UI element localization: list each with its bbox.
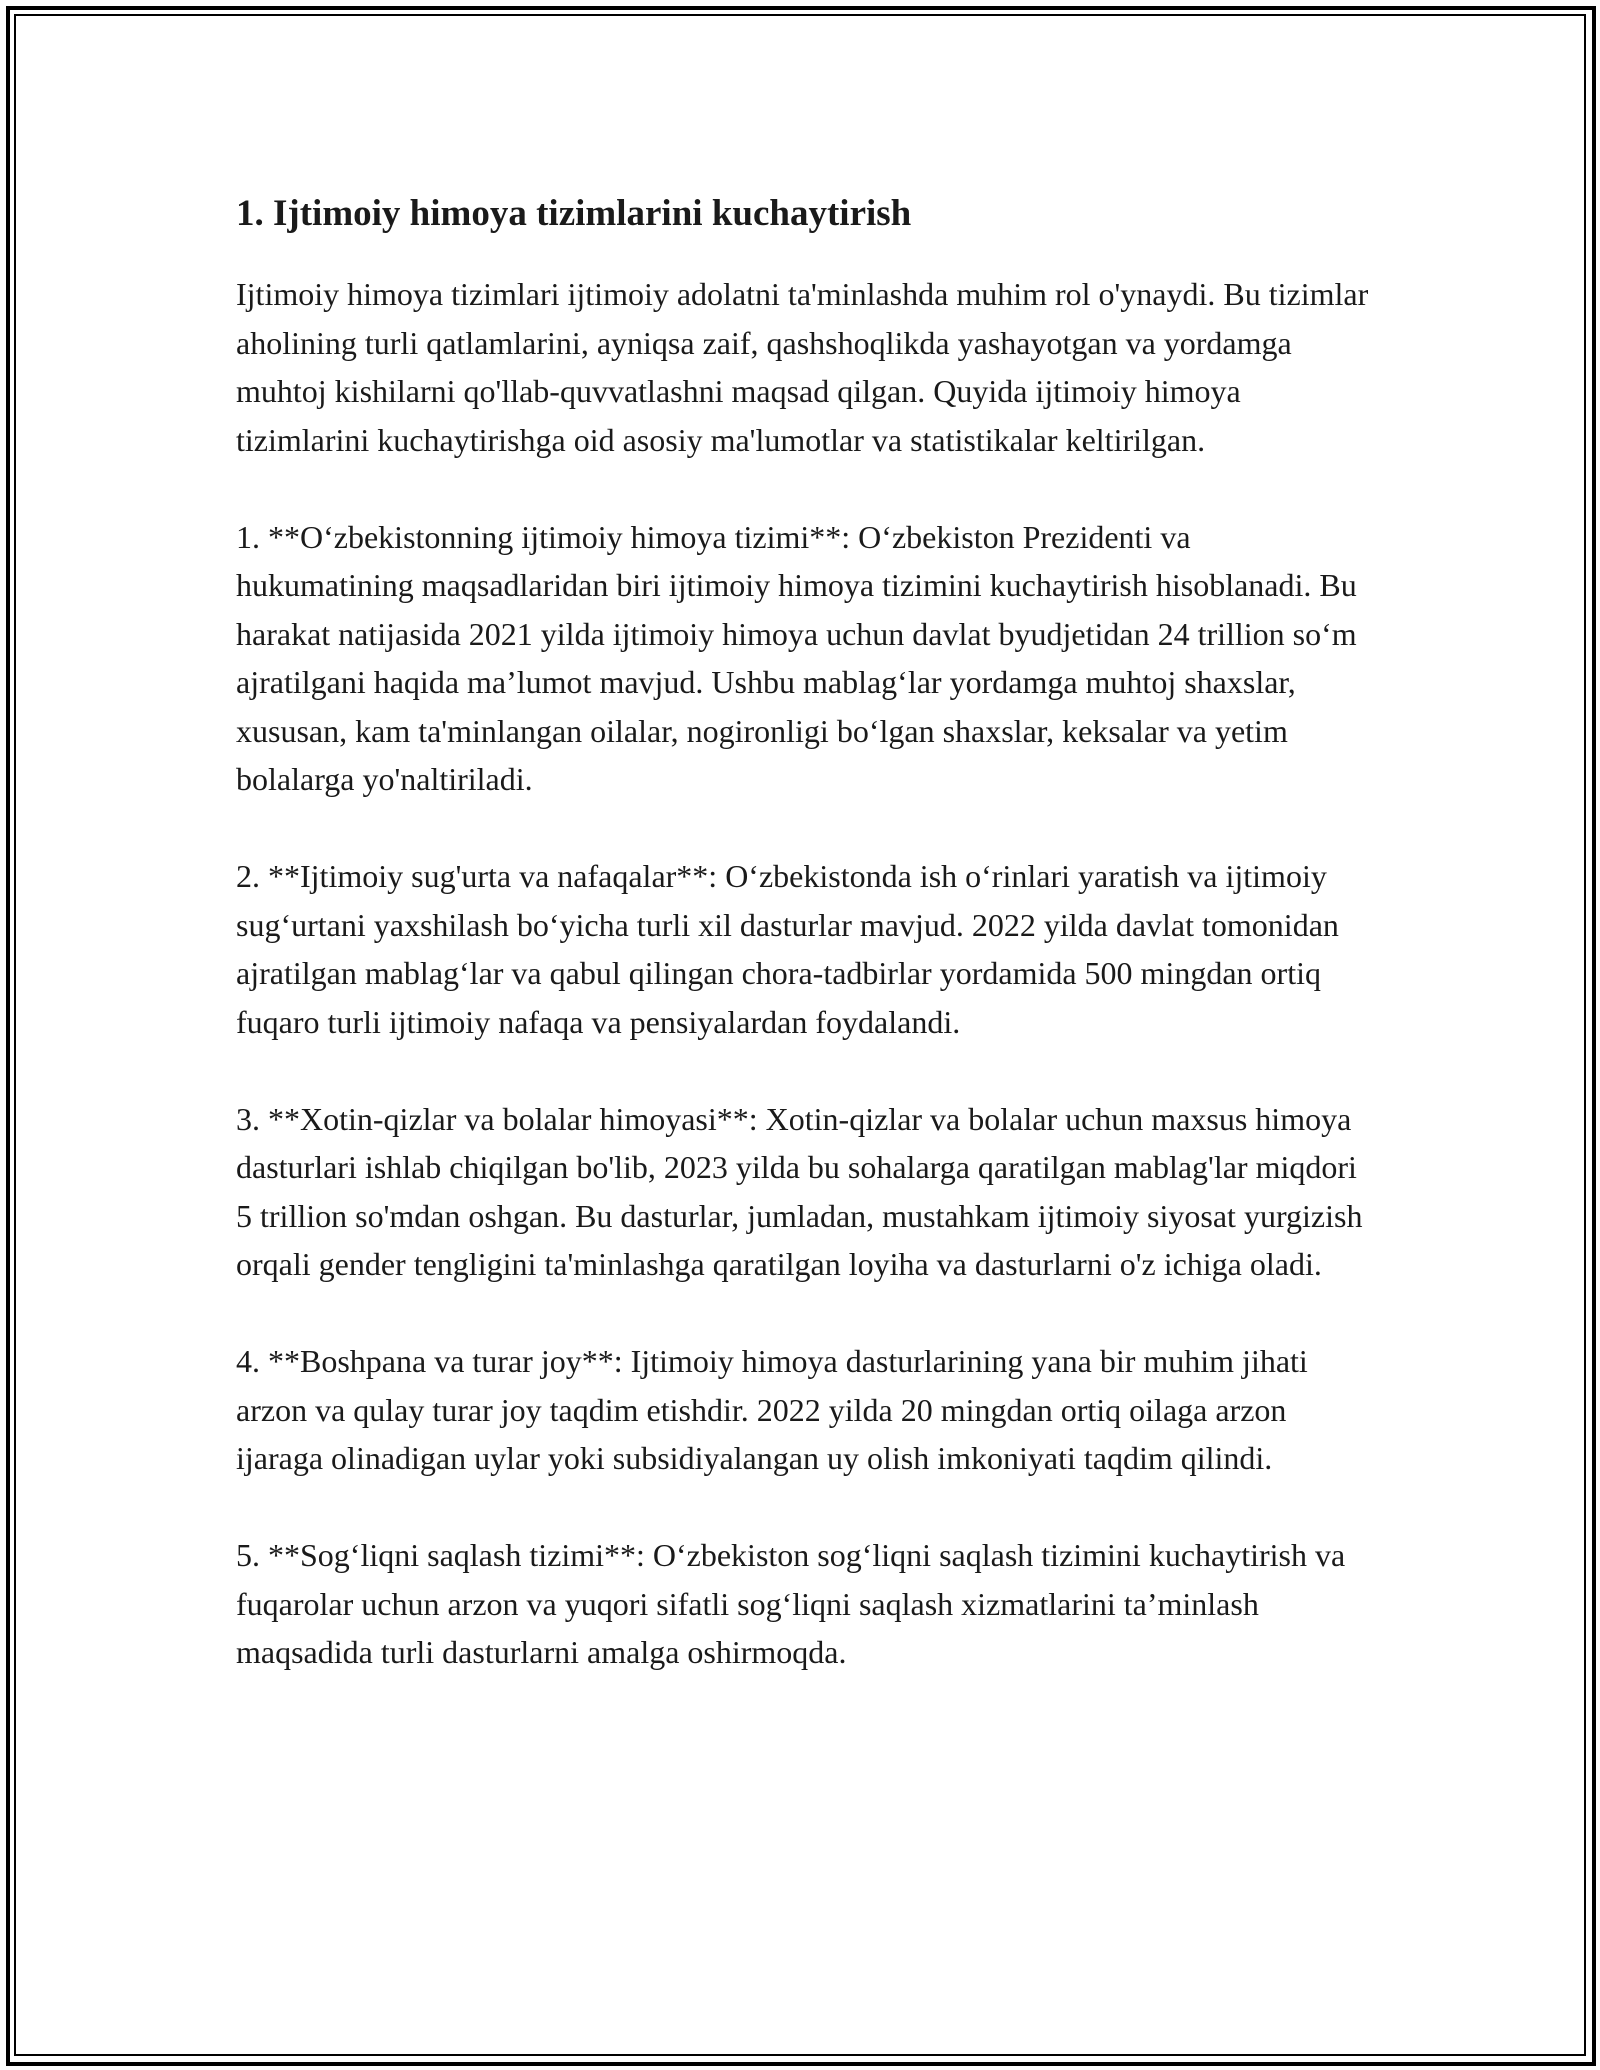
intro-paragraph: Ijtimoiy himoya tizimlari ijtimoiy adolatni ta'minlashda muhim rol o'ynaydi. Bu tizimlar aholining turli qatlamlarini, ayniqsa zaif, qashshoqlikda yashayotgan va yordamga muhtoj kishilarni qo'llab-quvvatlashni maqsad qilgan. Quyida ijtimoiy himoya tizimlarini kuchaytirishga oid asosiy ma'lumotlar va statistikalar keltirilgan. (236, 276, 1369, 458)
paragraph-item-3: 3. **Xotin-qizlar va bolalar himoyasi**: Xotin-qizlar va bolalar uchun maxsus himoya dasturlari ishlab chiqilgan bo'lib, 2023 yilda bu sohalarga qaratilgan mablag'lar miqdori 5 trillion so'mdan oshgan. Bu dasturlar, jumladan, mustahkam ijtimoiy siyosat yurgizish orqali gender tengligini ta'minlashga qaratilgan loyiha va dasturlarni o'z ichiga oladi. (236, 1100, 1363, 1282)
paragraph-item-4: 4. **Boshpana va turar joy**: Ijtimoiy himoya dasturlarining yana bir muhim jihati arzon va qulay turar joy taqdim etishdir. 2022 yilda 20 mingdan ortiq oilaga arzon ijaraga olinadigan uylar yoki subsidiyalangan uy olish imkoniyati taqdim qilindi. (236, 1343, 1308, 1476)
paragraph-item-1: 1. **O‘zbekistonning ijtimoiy himoya tizimi**: O‘zbekiston Prezidenti va hukumatining maqsadlaridan biri ijtimoiy himoya tizimini kuchaytirish hisoblanadi. Bu harakat natijasida 2021 yilda ijtimoiy himoya uchun davlat byudjetidan 24 trillion so‘m ajratilgani haqida ma’lumot mavjud. Ushbu mablag‘lar yordamga muhtoj shaxslar, xususan, kam ta'minlangan oilalar, nogironligi bo‘lgan shaxslar, keksalar va yetim bolalarga yo'naltiriladi. (236, 518, 1357, 797)
paragraph-item-5: 5. **Sog‘liqni saqlash tizimi**: O‘zbekiston sog‘liqni saqlash tizimini kuchaytirish va fuqarolar uchun arzon va yuqori sifatli sog‘liqni saqlash xizmatlarini ta’minlash maqsadida turli dasturlarni amalga oshirmoqda. (236, 1537, 1346, 1670)
document-body (236, 186, 1376, 1677)
paragraph-item-2: 2. **Ijtimoiy sug'urta va nafaqalar**: O‘zbekistonda ish o‘rinlari yaratish va ijtimoiy sug‘urtani yaxshilash bo‘yicha turli xil dasturlar mavjud. 2022 yilda davlat tomonidan ajratilgan mablag‘lar va qabul qilingan chora-tadbirlar yordamida 500 mingdan ortiq fuqaro turli ijtimoiy nafaqa va pensiyalardan foydalandi. (236, 858, 1339, 1040)
section-heading: 1. Ijtimoiy himoya tizimlarini kuchaytirish (236, 193, 912, 234)
